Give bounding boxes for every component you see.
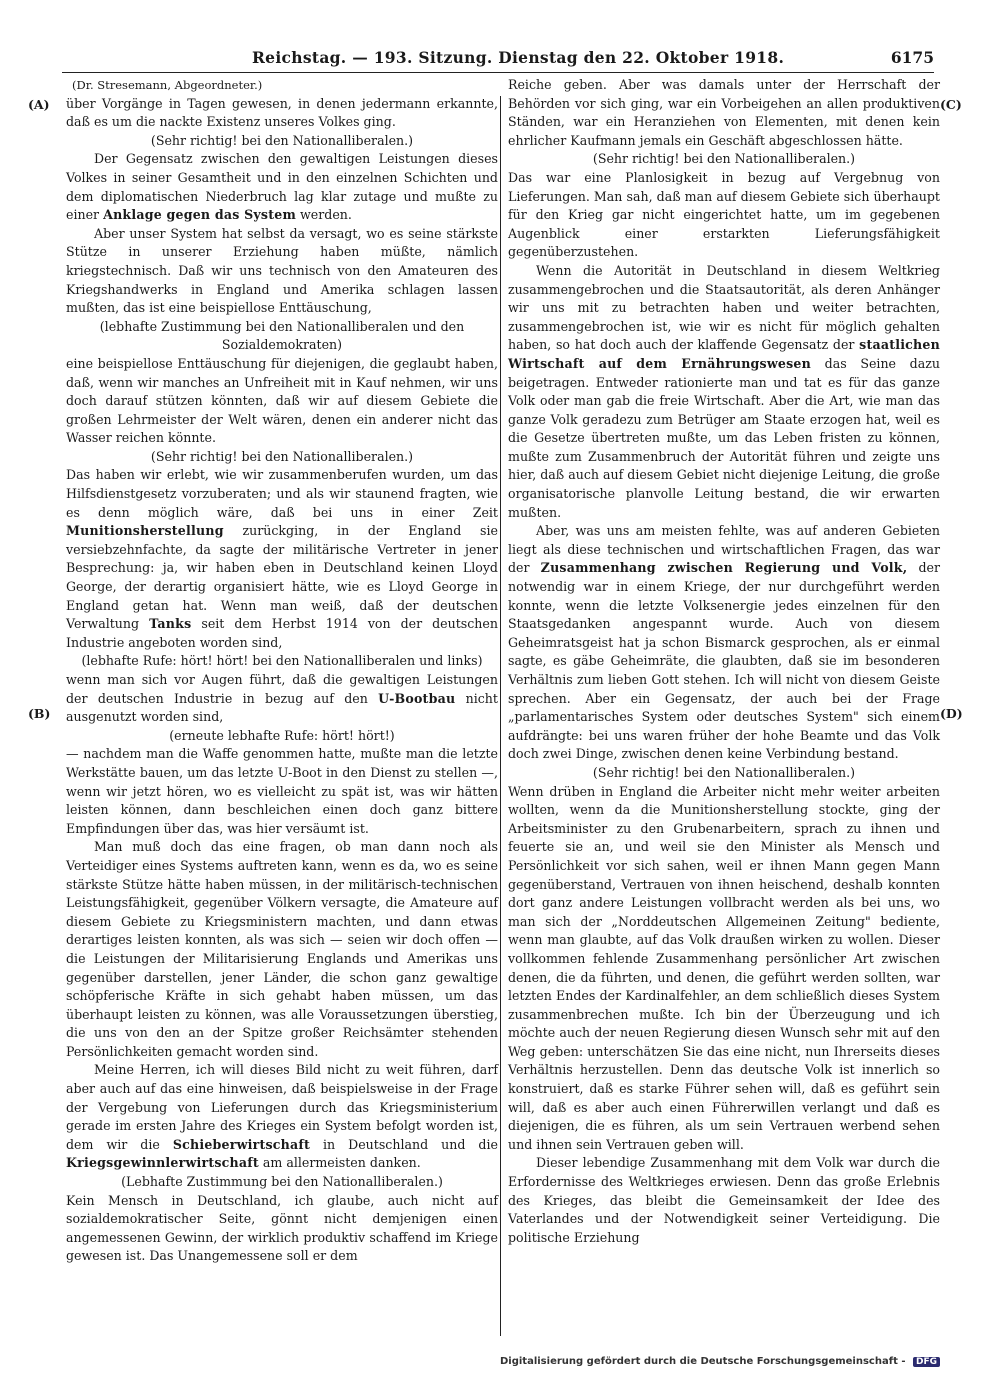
emphasis: Kriegsgewinnlerwirtschaft: [66, 1155, 259, 1171]
margin-mark-d: (D): [940, 706, 963, 721]
paragraph: Wenn drüben in England die Arbeiter nicht mehr weiter arbeiten wollten, wenn da die Munitionsherstellung stockte, ging der Arbeitsminister zu den Grubenarbeitern, sprach zu ihnen und feuerte sie an, und weil sie den Minister als Mensch und Persönlichkeit vor sich sahen, weil er ihnen Mann gegen Mann gegenüberstand, Vertrauen von ihnen heischend, deshalb konnten dort ganz andere Leistungen vollbracht werden als bei uns, wo man sich der „Norddeutschen Allgemeinen Zeitung" bediente, wenn man glaubte, auf das Volk draußen wirken zu wollen. Dieser vollkommen fehlende Zusammenhang persönlicher Art zwischen denen, die da führten, und denen, die geführt werden sollten, war letzten Endes der Kardinalfehler, an dem schließlich dieses System zusammenbrechen mußte. Ich bin der Überzeugung und ich möchte auch der neuen Regierung diesen Wunsch sehr mit auf den Weg geben: unterschätzen Sie das eine nicht, nun Ihrerseits dieses Verhältnis herzustellen. Denn das deutsche Volk ist innerlich so konstruiert, daß es starke Führer sehen will, daß es geführt sein will, daß es aber auch einen Führerwillen verlangt und daß es diejenigen, die es führen, als um sein Vertrauen werbend sehen und ihnen sein Vertrauen geben will.: [508, 783, 940, 1152]
paragraph: über Vorgänge in Tagen gewesen, in denen jedermann erkannte, daß es um die nackte Existenz unseres Volkes ging.: [66, 95, 498, 130]
funding-note: Digitalisierung gefördert durch die Deutsche Forschungsgemeinschaft -: [499, 1356, 906, 1367]
paragraph: wenn man sich vor Augen führt, daß die gewaltigen Leistungen der deutschen Industrie in bezug auf den U-Bootbau nicht ausgenutzt worden sind,: [66, 672, 498, 725]
column-divider: [500, 96, 501, 1336]
dfg-logo: DFG: [913, 1357, 940, 1367]
paragraph: Das haben wir erlebt, wie wir zusammenberufen wurden, um das Hilfsdienstgesetz vorzuberaten; und als wir staunend fragten, wie es denn möglich wäre, daß bei uns in einer Zeit Munitionsherstellung zurückging, in der England sie versiebzehnfachte, da sagte der militärische Vertreter in jener Besprechung: ja, wir haben eben in Deutschland keinen Lloyd George, der derartig organisiert hätte, wie es Lloyd George in England getan hat. Wenn man weiß, daß der deutschen Verwaltung Tanks seit dem Herbst 1914 von der deutschen Industrie angeboten worden sind,: [66, 467, 498, 650]
emphasis: Tanks: [149, 616, 192, 632]
interjection: (Lebhafte Zustimmung bei den Nationalliberalen.): [121, 1174, 443, 1190]
paragraph: Dieser lebendige Zusammenhang mit dem Volk war durch die Erfordernisse des Weltkrieges erwiesen. Denn das große Erlebnis des Krieges, das bleibt die Gemeinsamkeit der Idee des Vaterlandes und der Notwendigkeit seiner Verteidigung. Die politische Erziehung: [508, 1155, 940, 1245]
paragraph: eine beispiellose Enttäuschung für diejenigen, die geglaubt haben, daß, wenn wir manches an Unfreiheit mit in Kauf nehmen, wir uns doch darauf stützen könnten, daß wir auf diesem Gebiete die großen Lehrmeister der Welt wären, denen ein anderer nicht das Wasser reichen könnte.: [66, 355, 498, 446]
speaker-label: (Dr. Stresemann, Abgeordneter.): [72, 78, 263, 92]
right-column: [508, 76, 940, 1247]
paragraph: Man muß doch das eine fragen, ob man dann noch als Verteidiger eines Systems auftreten kann, wenn es da, wo es seine stärkste Stütze hätte haben müssen, in der militärisch-technischen Leistungsfähigkeit, gegenüber Völkern versagte, die Amateure auf diesem Gebiete zu Kriegsministern machten, und dann etwas derartiges leisten konnten, als was sich — seien wir doch offen — die Leistungen der Militarisierung Englands und Amerikas uns gegenüber darstellen, jener Länder, die schon ganz gewaltige schöpferische Kräfte in sich gehabt haben müssen, um das überhaupt leisten zu können, was alle Voraussetzungen überstieg, die uns von den an der Spitze großer Reichsämter stehenden Persönlichkeiten gemacht worden sind.: [66, 839, 498, 1059]
footer-credit: [500, 1356, 940, 1367]
interjection: (Sehr richtig! bei den Nationalliberalen.): [592, 764, 856, 780]
page-header: [62, 44, 934, 73]
emphasis: Anklage gegen das System: [103, 207, 296, 223]
paragraph: Das war eine Planlosigkeit in bezug auf Vergebnug von Lieferungen. Man sah, daß man auf diesem Gebiete sich überhaupt für den Krieg gar nicht eingerichtet hatte, um im gegebenen Augenblick einer erstarkten Lieferungsfähigkeit gegenüberzustehen.: [508, 169, 940, 260]
paragraph: Wenn die Autorität in Deutschland in diesem Weltkrieg zusammengebrochen und die Staatsautorität, als deren Anhänger wir uns mit zu betrachten haben und weiter betrachten, zusammengebrochen ist, wie wir es nicht für möglich gehalten haben, so hat doch auch der klaffende Gegensatz der staatlichen Wirtschaft auf dem Ernährungswesen das Seine dazu beigetragen. Entweder rationierte man und tat es für das ganze Volk oder man gab die freie Wirtschaft. Aber die Art, wie man das ganze Volk geradezu zum Betrüger am Staate erzogen hat, weil es die Gesetze übertreten mußte, um das Leben fristen zu können, mußte zum Zusammenbruch der Autorität führen und zeigte uns hier, daß auch auf diesem Gebiet nicht diejenige Leitung, die große organisatorische planvolle Leitung bestand, die wir erwarten mußten.: [508, 262, 941, 520]
paragraph: Der Gegensatz zwischen den gewaltigen Leistungen dieses Volkes in seiner Gesamtheit und in den einzelnen Schichten und dem diplomatischen Niederbruch lag klar zutage und mußte zu einer Anklage gegen das System werden.: [66, 151, 498, 223]
margin-mark-c: (C): [940, 97, 962, 112]
margin-mark-a: (A): [28, 97, 50, 112]
emphasis: Munitionsherstellung: [66, 523, 224, 539]
margin-mark-b: (B): [28, 706, 51, 721]
interjection: (Sehr richtig! bei den Nationalliberalen.): [150, 132, 414, 148]
interjection: (erneute lebhafte Rufe: hört! hört!): [169, 727, 395, 743]
emphasis: U-Bootbau: [378, 690, 456, 706]
emphasis: staatlichen Wirtschaft auf dem Ernährungswesen: [508, 337, 940, 371]
running-title: Reichstag. — 193. Sitzung. Dienstag den 22. Oktober 1918.: [252, 48, 785, 67]
emphasis: Schieberwirtschaft: [172, 1136, 310, 1152]
left-column: [66, 76, 498, 1266]
paragraph: Kein Mensch in Deutschland, ich glaube, auch nicht auf sozialdemokratischer Seite, gönnt nicht demjenigen einen angemessenen Gewinn, der wirklich produktiv schaffend im Kriege gewesen ist. Das Unangemessene soll er dem: [66, 1192, 498, 1264]
interjection: (Sehr richtig! bei den Nationalliberalen.): [150, 448, 414, 464]
paragraph: Aber, was uns am meisten fehlte, was auf anderen Gebieten liegt als diese technischen und wirtschaftlichen Fragen, das war der Zusammenhang zwischen Regierung und Volk, der notwendig war in einem Kriege, der nur durchgeführt werden konnte, wenn die letzte Volksenergie jedes einzelnen für den Staatsgedanken angespannt wurde. Auch von diesem Geheimratsgeist hat ja schon Bismarck gesprochen, als er einmal sagte, es gäbe Geheimräte, die glaubten, daß sie im besonderen Verhältnis zum lieben Gott stehen. Ich will nicht von diesem Geiste sprechen. Aber ein Gegensatz, der auch bei der Frage „parlamentarisches System oder deutsches System" sich einem aufdrängte: bei uns waren früher der hohe Beamte und das Volk doch zwei Dinge, zwischen denen keine Verbindung bestand.: [508, 523, 940, 762]
page-number: 6175: [890, 48, 934, 67]
paragraph: — nachdem man die Waffe genommen hatte, mußte man die letzte Werkstätte bauen, um das letzte U-Boot in den Dienst zu stellen —, wenn wir jetzt hören, wo es vielleicht zu spät ist, was wir hätten leisten können, dann beschleichen einen doch ganz bittere Empfindungen über das, was hier versäumt ist.: [66, 746, 498, 836]
paragraph: Aber unser System hat selbst da versagt, wo es seine stärkste Stütze in unserer Erziehung haben müßte, nämlich kriegstechnisch. Daß wir uns technisch von den Amateuren des Kriegshandwerks in England und Amerika schlagen lassen mußten, das ist eine beispiellose Enttäuschung,: [66, 225, 498, 316]
interjection: (lebhafte Zustimmung bei den Nationalliberalen und den Sozialdemokraten): [99, 318, 465, 353]
paragraph: Meine Herren, ich will dieses Bild nicht zu weit führen, darf aber auch auf das eine hinweisen, daß beispielsweise in der Frage der Vergebung von Lieferungen durch das Kriegsministerium gerade im ersten Jahre des Krieges ein System befolgt worden ist, dem wir die Schieberwirtschaft in Deutschland und die Kriegsgewinnlerwirtschaft am allermeisten danken.: [66, 1062, 498, 1171]
paragraph: Reiche geben. Aber was damals unter der Herrschaft der Behörden vor sich ging, war ein Vorbeigehen an allen produktiven Ständen, war ein Heranziehen von Elementen, mit denen kein ehrlicher Kaufmann jemals ein Geschäft abgeschlossen hätte.: [508, 77, 940, 148]
interjection: (lebhafte Rufe: hört! hört! bei den Nationalliberalen und links): [81, 653, 483, 669]
emphasis: Zusammenhang zwischen Regierung und Volk,: [540, 560, 908, 576]
interjection: (Sehr richtig! bei den Nationalliberalen.): [592, 151, 856, 167]
